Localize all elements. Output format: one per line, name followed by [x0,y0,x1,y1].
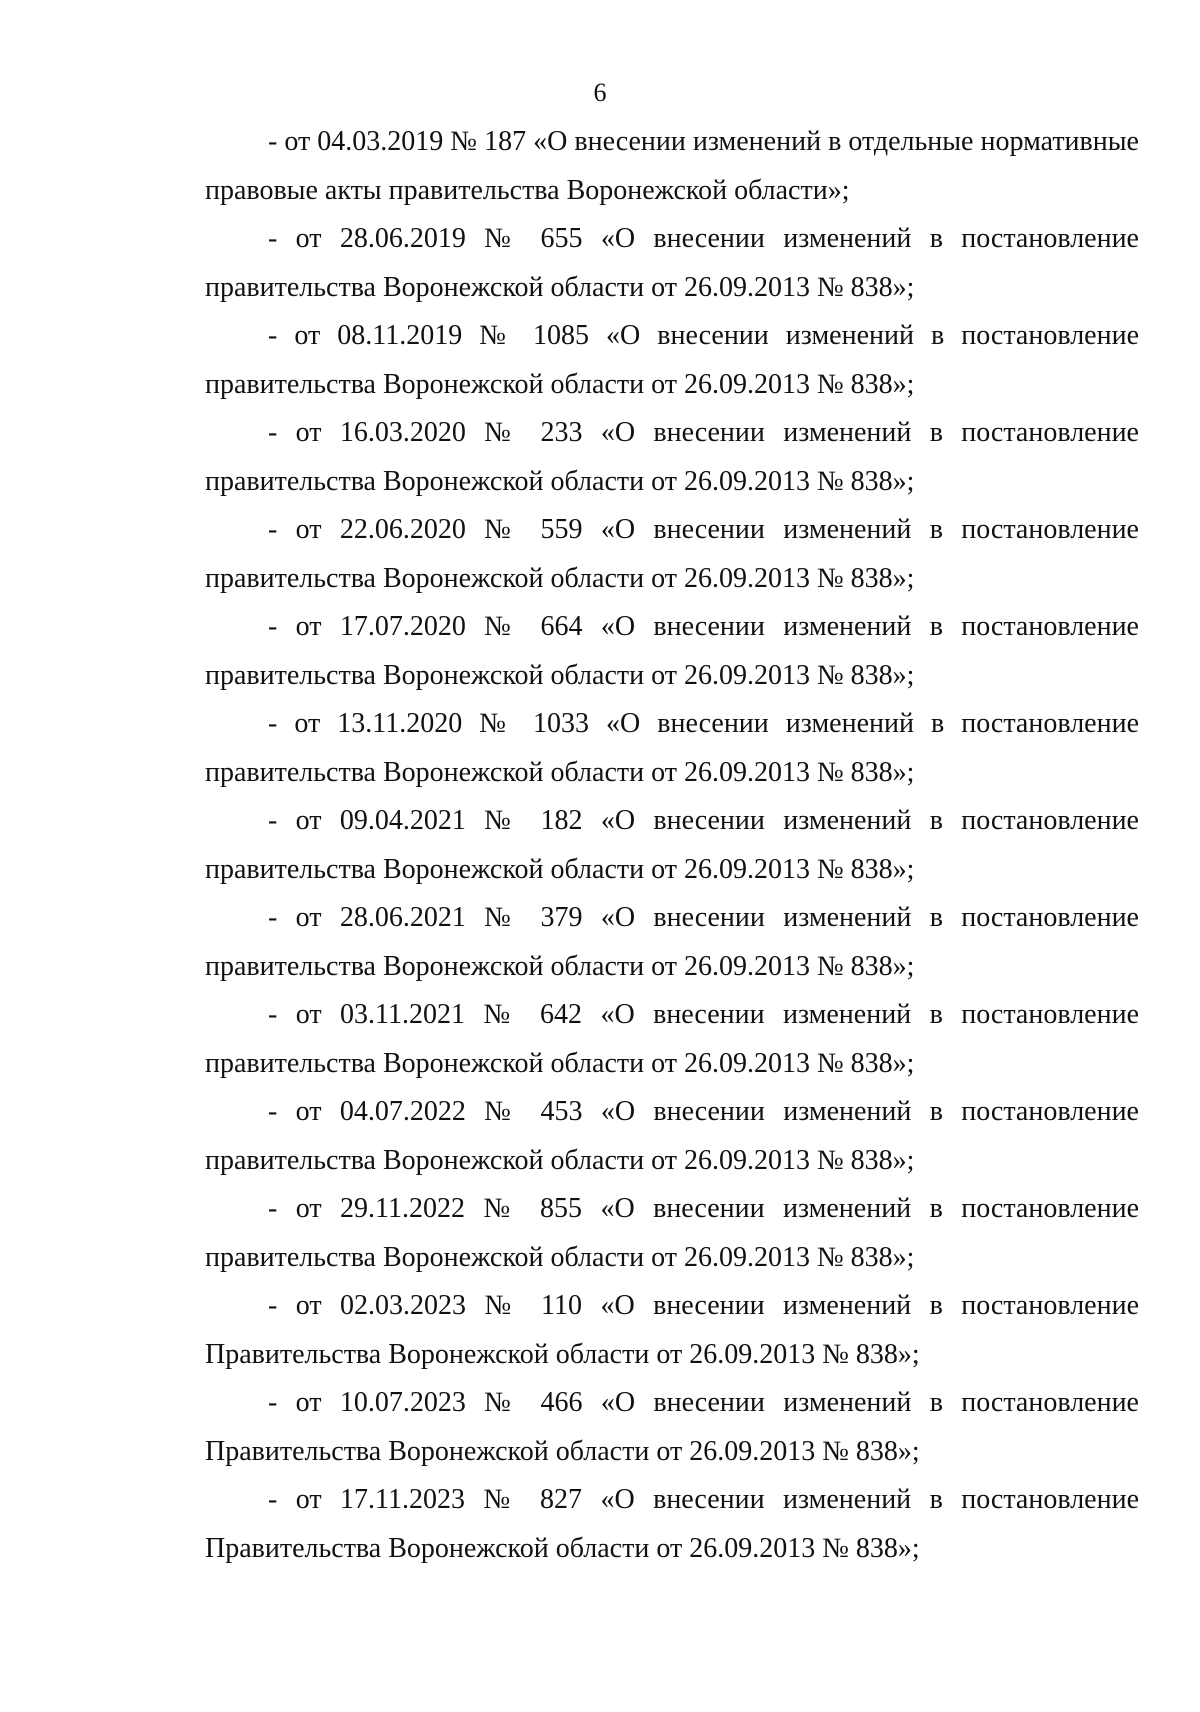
list-item [205,894,1139,991]
list-item-text-line1: - от 08.11.2019 № 1085 «О внесении изменений в постановление [268,320,1139,351]
list-item-text-line2: Правительства Воронежской области от 26.09.2013 № 838»; [205,1338,920,1370]
list-item-text-line1: - от 04.03.2019 № 187 «О внесении изменений в отдельные [268,126,974,157]
list-item [205,1088,1139,1185]
list-item-text-line2: нормативные правовые акты правительства Воронежской области»; [205,126,1139,206]
list-item-text-line2: правительства Воронежской области от 26.09.2013 № 838»; [205,562,915,594]
list-item [205,1282,1139,1379]
list-item [205,991,1139,1088]
list-item-text-line2: правительства Воронежской области от 26.09.2013 № 838»; [205,368,915,400]
list-item-text-line2: правительства Воронежской области от 26.09.2013 № 838»; [205,271,915,303]
list-item-text-line1: - от 28.06.2021 № 379 «О внесении изменений в постановление [268,902,1139,933]
list-item [205,215,1139,312]
list-item-text-line2: Правительства Воронежской области от 26.09.2013 № 838»; [205,1532,920,1564]
list-item [205,312,1139,409]
list-item [205,1185,1139,1282]
list-item [205,118,1139,215]
list-item [205,1379,1139,1476]
list-item [205,506,1139,603]
list-item-text-line2: правительства Воронежской области от 26.09.2013 № 838»; [205,659,915,691]
list-item [205,603,1139,700]
list-item-text-line1: - от 22.06.2020 № 559 «О внесении изменений в постановление [268,514,1139,545]
amendments-list [205,118,1139,1573]
list-item-text-line1: - от 28.06.2019 № 655 «О внесении изменений в постановление [268,223,1139,254]
list-item-text-line1: - от 17.11.2023 № 827 «О внесении изменений в постановление [268,1484,1139,1515]
list-item-text-line1: - от 02.03.2023 № 110 «О внесении изменений в постановление [268,1290,1139,1321]
list-item-text-line2: правительства Воронежской области от 26.09.2013 № 838»; [205,1144,915,1176]
list-item-text-line1: - от 04.07.2022 № 453 «О внесении изменений в постановление [268,1096,1139,1127]
list-item-text-line2: правительства Воронежской области от 26.09.2013 № 838»; [205,1241,915,1273]
list-item-text-line1: - от 10.07.2023 № 466 «О внесении изменений в постановление [268,1387,1139,1418]
page-number: 6 [593,78,607,107]
list-item-text-line2: правительства Воронежской области от 26.09.2013 № 838»; [205,853,915,885]
list-item-text-line1: - от 09.04.2021 № 182 «О внесении изменений в постановление [268,805,1139,836]
list-item-text-line1: - от 16.03.2020 № 233 «О внесении изменений в постановление [268,417,1139,448]
list-item [205,409,1139,506]
list-item-text-line1: - от 29.11.2022 № 855 «О внесении изменений в постановление [268,1193,1139,1224]
list-item-text-line2: правительства Воронежской области от 26.09.2013 № 838»; [205,465,915,497]
list-item-text-line1: - от 17.07.2020 № 664 «О внесении изменений в постановление [268,611,1139,642]
list-item-text-line2: правительства Воронежской области от 26.09.2013 № 838»; [205,756,915,788]
list-item [205,700,1139,797]
list-item [205,797,1139,894]
list-item-text-line2: Правительства Воронежской области от 26.09.2013 № 838»; [205,1435,920,1467]
list-item-text-line2: правительства Воронежской области от 26.09.2013 № 838»; [205,1047,915,1079]
list-item-text-line1: - от 13.11.2020 № 1033 «О внесении изменений в постановление [268,708,1139,739]
list-item-text-line2: правительства Воронежской области от 26.09.2013 № 838»; [205,950,915,982]
list-item [205,1476,1139,1573]
list-item-text-line1: - от 03.11.2021 № 642 «О внесении изменений в постановление [268,999,1139,1030]
